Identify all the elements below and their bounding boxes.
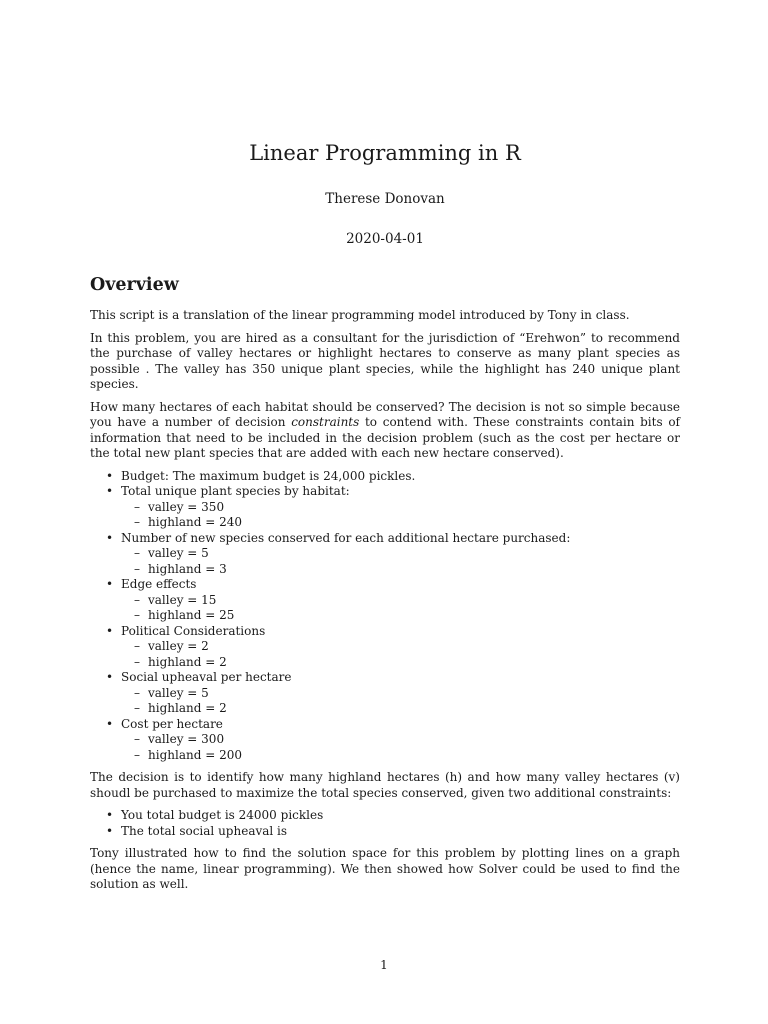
paragraph: Tony illustrated how to find the solution space for this problem by plotting lines on a graph (hence the name, linear programming). We then showed how Solver could be used to find the solution as well. <box>90 846 680 891</box>
dash-icon: – <box>134 732 140 746</box>
sub-list-item-text: valley = 5 <box>148 546 209 560</box>
sub-list-item-text: valley = 300 <box>148 732 225 746</box>
bullet-icon: • <box>106 484 114 498</box>
list-item-text: You total budget is 24000 pickles <box>121 808 324 822</box>
list-item <box>106 531 680 578</box>
sub-list-item-text: valley = 350 <box>148 499 225 514</box>
paragraph: This script is a translation of the linear programming model introduced by Tony in class. <box>90 308 630 322</box>
bullet-icon: • <box>106 716 114 731</box>
paragraph <box>90 400 680 462</box>
dash-icon: – <box>134 592 140 607</box>
sub-list-item-text: highland = 2 <box>148 654 227 669</box>
sub-list-item <box>134 562 680 578</box>
list-item-text: Edge effects <box>121 577 197 591</box>
list-item-text: Social upheaval per hectare <box>121 670 292 684</box>
dash-icon: – <box>134 701 140 715</box>
sub-list-item <box>134 608 680 624</box>
bullet-icon: • <box>106 577 114 591</box>
document-title: Linear Programming in R <box>249 141 521 165</box>
list-item <box>106 824 680 840</box>
page-number: 1 <box>380 958 388 972</box>
sub-list-item-text: highland = 200 <box>148 747 242 762</box>
list-item-text: Number of new species conserved for each additional hectare purchased: <box>121 530 571 545</box>
sub-list-item-text: valley = 2 <box>148 639 209 653</box>
document-date: 2020-04-01 <box>346 231 424 247</box>
section-heading: Overview <box>90 275 179 295</box>
bullet-icon: • <box>106 670 114 684</box>
dash-icon: – <box>134 685 140 700</box>
sub-list-item <box>134 701 680 717</box>
paragraph-text: to contend with. These constraints contain bits of information that need to be included in the decision problem (such as the cost per hectare or the total new plant species that are added with each new hectare conserved). <box>90 415 680 460</box>
sub-list-item <box>134 546 680 562</box>
sub-list-item-text: valley = 5 <box>148 685 209 700</box>
list-item <box>106 670 680 717</box>
additional-constraints-list <box>90 808 680 839</box>
sub-list-item-text: valley = 15 <box>148 592 217 607</box>
sub-list-item-text: highland = 240 <box>148 515 242 529</box>
sub-list-item <box>134 515 680 531</box>
paragraph: The decision is to identify how many highland hectares (h) and how many valley hectares (v) shoudl be purchased to maximize the total species conserved, given two additional constraints: <box>90 770 680 800</box>
dash-icon: – <box>134 561 140 576</box>
bullet-icon: • <box>106 468 114 483</box>
sub-list-item <box>134 593 680 609</box>
dash-icon: – <box>134 499 140 514</box>
sub-list <box>121 686 680 717</box>
dash-icon: – <box>134 639 140 653</box>
sub-list-item-text: highland = 2 <box>148 701 227 715</box>
dash-icon: – <box>134 654 140 669</box>
sub-list <box>121 732 680 763</box>
bullet-icon: • <box>106 623 114 638</box>
document-author: Therese Donovan <box>325 191 445 207</box>
dash-icon: – <box>134 608 140 622</box>
paragraph-text: How many hectares of each habitat should be conserved? The decision is not so simple because you have a number of decision <box>90 399 680 429</box>
sub-list-item <box>134 748 680 764</box>
dash-icon: – <box>134 546 140 560</box>
sub-list <box>121 593 680 624</box>
list-item <box>106 469 680 485</box>
list-item <box>106 484 680 531</box>
sub-list-item <box>134 655 680 671</box>
sub-list-item <box>134 639 680 655</box>
bullet-icon: • <box>106 530 114 545</box>
sub-list-item <box>134 500 680 516</box>
list-item-text: Total unique plant species by habitat: <box>121 484 350 498</box>
paragraph: In this problem, you are hired as a consultant for the jurisdiction of “Erehwon” to recommend the purchase of valley hectares or highlight hectares to conserve as many plant species as possible . The valley has 350 unique plant species, while the highlight has 240 unique plant species. <box>90 330 680 391</box>
sub-list-item-text: highland = 3 <box>148 561 227 576</box>
list-item <box>106 808 680 824</box>
list-item-text: Political Considerations <box>121 623 266 638</box>
bullet-icon: • <box>106 823 114 838</box>
sub-list <box>121 639 680 670</box>
list-item <box>106 624 680 671</box>
sub-list-item-text: highland = 25 <box>148 608 235 622</box>
sub-list-item <box>134 732 680 748</box>
document-body <box>90 308 680 900</box>
sub-list-item <box>134 686 680 702</box>
list-item-text: Budget: The maximum budget is 24,000 pickles. <box>121 468 416 483</box>
list-item <box>106 717 680 764</box>
sub-list <box>121 546 680 577</box>
emphasis-text: constraints <box>291 415 360 429</box>
list-item <box>106 577 680 624</box>
dash-icon: – <box>134 747 140 762</box>
bullet-icon: • <box>106 808 114 822</box>
constraints-list <box>90 469 680 764</box>
list-item-text: The total social upheaval is <box>121 823 288 838</box>
list-item-text: Cost per hectare <box>121 716 223 731</box>
sub-list <box>121 500 680 531</box>
dash-icon: – <box>134 515 140 529</box>
